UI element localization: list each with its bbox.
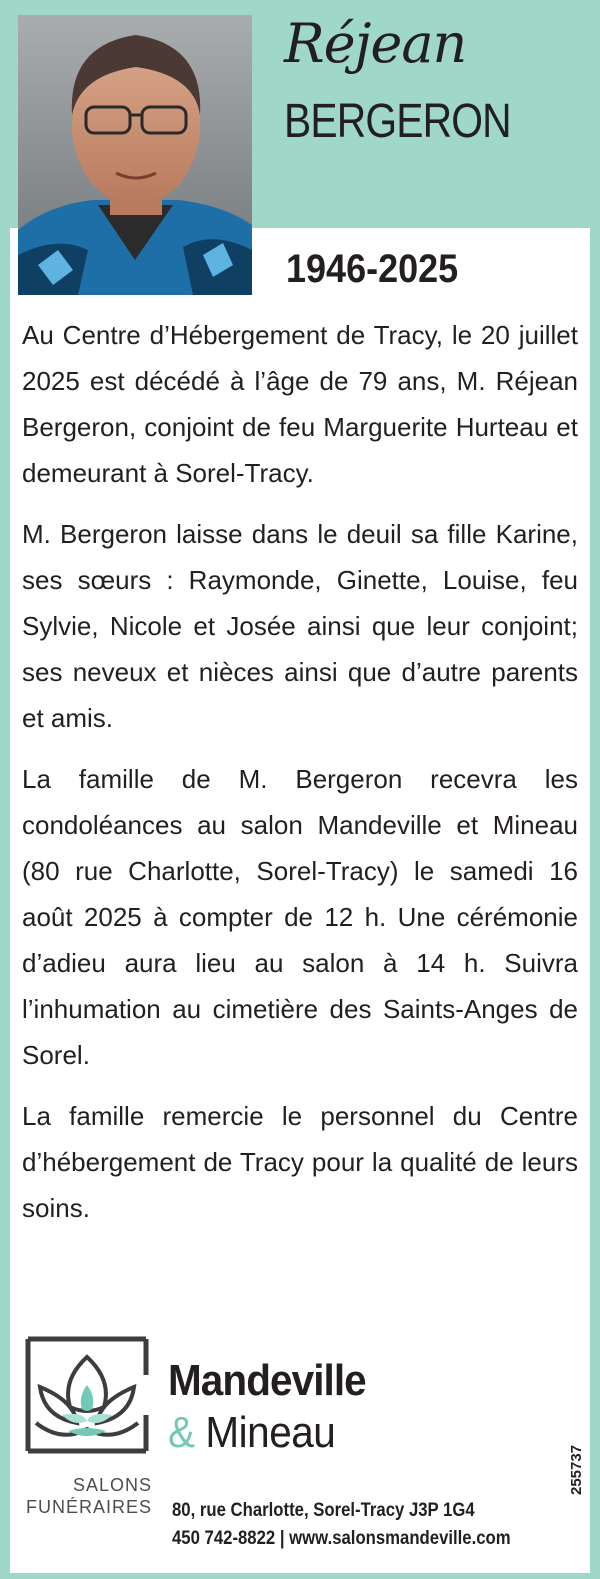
ad-reference-number: 255737 (568, 1444, 585, 1495)
brand-ampersand: & (168, 1408, 195, 1457)
paragraph-death-notice: Au Centre d’Hébergement de Tracy, le 20 juillet 2025 est décédé à l’âge de 79 ans, M. Réjean Bergeron, conjoint de feu Marguerite Hurteau et demeurant à Sorel-Tracy. (22, 320, 578, 488)
portrait-photo (18, 15, 252, 295)
right-border (590, 0, 600, 1579)
paragraph-visitation: La famille de M. Bergeron recevra les condoléances au salon Mandeville et Mineau (80 rue Charlotte, Sorel-Tracy) le samedi 16 août 2025 à compter de 12 h. Une cérémonie d’adieu aura lieu au salon à 14 h. Suivra l’inhumation au cimetière des Saints-Anges de Sorel. (22, 764, 578, 1070)
brand-name: Mandeville (168, 1356, 366, 1405)
obituary-body (22, 312, 578, 1231)
portrait-illustration (18, 15, 252, 295)
lotus-icon (22, 1335, 152, 1455)
salons-line1: SALONS (72, 1475, 152, 1495)
last-name: BERGERON (284, 95, 511, 148)
funeral-home-contact: 450 742-8822 | www.salonsmandeville.com (172, 1528, 511, 1549)
first-name: Réjean (284, 12, 467, 75)
funeral-home-address: 80, rue Charlotte, Sorel-Tracy J3P 1G4 (172, 1500, 475, 1521)
life-dates: 1946-2025 (286, 247, 459, 291)
bottom-border (0, 1573, 600, 1579)
paragraph-survivors: M. Bergeron laisse dans le deuil sa fille Karine, ses sœurs : Raymonde, Ginette, Louise, feu Sylvie, Nicole et Josée ainsi que leur conjoint; ses neveux et nièces ainsi que d’autre parents et amis. (22, 519, 578, 733)
brand-subname: Mineau (205, 1408, 336, 1457)
left-border (0, 0, 10, 1579)
salons-line2: FUNÉRAIRES (25, 1497, 152, 1517)
salons-label (22, 1474, 152, 1518)
brand-subtitle (168, 1408, 335, 1458)
paragraph-thanks: La famille remercie le personnel du Centre d’hébergement de Tracy pour la qualité de leurs soins. (22, 1101, 578, 1223)
